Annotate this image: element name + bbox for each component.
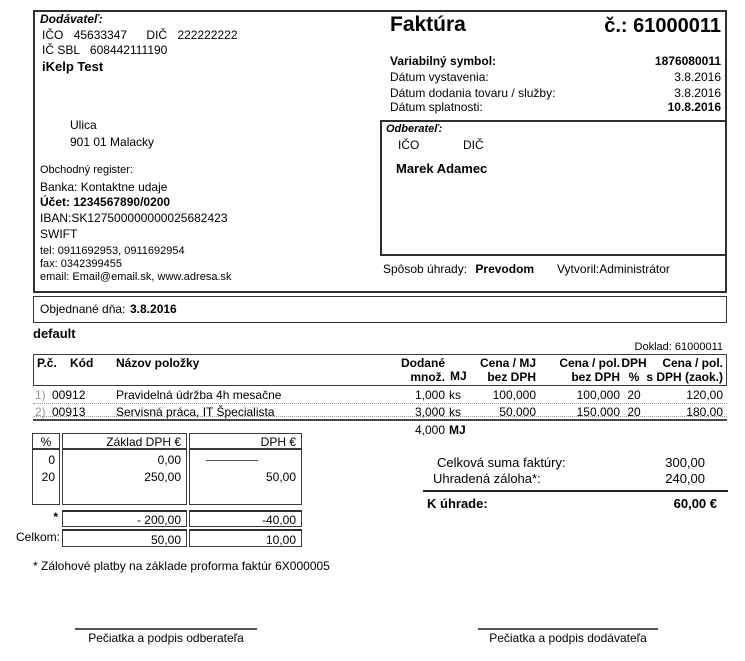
payment-created-line (557, 263, 670, 277)
vat-body-percent-cell (32, 449, 60, 505)
vat-total-vat-cell (189, 529, 302, 547)
vat-star-label: * (53, 510, 58, 524)
vat-base-20: 250,00 (144, 470, 181, 484)
supplier-icsbl-line (42, 44, 167, 58)
doc-ref: Doklad: 61000011 (634, 341, 723, 353)
item-number: 1) (35, 388, 46, 402)
item-name: Servisná práca, IT Špecialista (116, 405, 275, 419)
supplier-ico-value: 45633347 (73, 28, 128, 42)
summary-divider-line (423, 490, 728, 492)
customer-box (380, 120, 727, 256)
item-unit: ks (449, 388, 461, 402)
zero-vat-dash-line (206, 460, 258, 461)
vat-header-base-cell (62, 433, 187, 449)
item-code: 00913 (52, 405, 86, 419)
customer-label: Odberateľ: (386, 123, 443, 135)
items-header-bottom-line (33, 385, 727, 386)
supplier-iban: IBAN:SK127500000000025682423 (40, 211, 228, 225)
col-header-pc: P.č. (37, 356, 57, 370)
meta-value-due: 10.8.2016 (667, 100, 721, 114)
vat-body-vat-cell (189, 449, 302, 505)
item-total: 150,000 (576, 405, 620, 419)
item-qty: 3,000 (414, 405, 445, 419)
supplier-icsbl-label: IČ SBL (42, 43, 80, 57)
qty-total-value: 4,000 (414, 423, 445, 437)
summary-total-value: 300,00 (665, 455, 705, 470)
items-table-bottom-line (33, 419, 727, 421)
meta-value-vs: 1876080011 (654, 54, 721, 68)
invoice-title: Faktúra (390, 13, 466, 36)
payment-method-line (383, 263, 534, 277)
item-price: 50,000 (499, 405, 536, 419)
payment-created-value: Administrátor (599, 262, 670, 276)
items-header-right-line (726, 354, 727, 385)
col-header-nazov: Názov položky (116, 356, 200, 370)
vat-total-label: Celkom: (15, 530, 60, 544)
supplier-fax: fax: 0342399455 (40, 258, 122, 270)
meta-label-delivery: Dátum dodania tovaru / služby: (390, 86, 556, 100)
item-name: Pravidelná údržba 4h mesačne (116, 388, 282, 402)
invoice-number: č.: 61000011 (604, 15, 721, 37)
item-unit: ks (449, 405, 461, 419)
summary-paid-label: Uhradená záloha*: (433, 471, 541, 486)
item-vat: 20 (627, 405, 641, 419)
vat-base-0: 0,00 (157, 453, 181, 467)
supplier-signature-line (478, 628, 658, 630)
item-code: 00912 (52, 388, 86, 402)
supplier-signature-label: Pečiatka a podpis dodávateľa (489, 631, 647, 645)
supplier-account: Účet: 1234567890/0200 (40, 195, 171, 209)
meta-label-due: Dátum splatnosti: (390, 100, 483, 114)
payment-method-value: Prevodom (475, 262, 535, 276)
vat-total-vat: 10,00 (265, 533, 296, 547)
vat-header-base: Základ DPH € (106, 435, 181, 449)
vat-star-base-cell (62, 510, 187, 527)
payment-created-label: Vytvoril: (557, 262, 600, 276)
item-number: 2) (35, 405, 46, 419)
supplier-ico-label: IČO (42, 28, 64, 42)
customer-dic-label: DIČ (463, 138, 484, 152)
meta-value-delivery: 3.8.2016 (674, 86, 721, 100)
col-header-dph: DPH % (621, 356, 647, 384)
item-price: 100,000 (492, 388, 536, 402)
customer-ico-label: IČO (398, 138, 420, 152)
col-header-qty: Dodané množ. (400, 356, 445, 384)
supplier-bank: Banka: Kontaktne udaje (40, 180, 168, 194)
item-total-vat: 120,00 (686, 388, 723, 402)
order-date-value: 3.8.2016 (130, 302, 177, 316)
item-total: 100,000 (576, 388, 620, 402)
vat-body-base-cell (62, 449, 187, 505)
order-date-label: Objednané dňa: (40, 302, 126, 316)
item-total-vat: 180,00 (686, 405, 723, 419)
vat-star-base: - 200,00 (136, 513, 181, 527)
vat-header-percent: % (40, 435, 52, 449)
footnote: * Zálohové platby na základe proforma faktúr 6X000005 (33, 559, 330, 573)
supplier-register: Obchodný register: (40, 164, 133, 176)
section-name: default (33, 326, 76, 341)
meta-label-issued: Dátum vystavenia: (390, 70, 489, 84)
col-header-total: Cena / pol. bez DPH (559, 356, 620, 384)
col-header-kod: Kód (70, 356, 94, 370)
col-header-price: Cena / MJ bez DPH (479, 356, 536, 384)
vat-amount-20: 50,00 (265, 470, 296, 484)
vat-header-vat: DPH € (260, 435, 296, 449)
meta-label-vs: Variabilný symbol: (390, 54, 497, 68)
supplier-name: iKelp Test (42, 59, 104, 74)
vat-total-base: 50,00 (150, 533, 181, 547)
row-separator (33, 416, 727, 417)
vat-star-vat: -40,00 (261, 513, 296, 527)
supplier-dic-value: 222222222 (177, 28, 238, 42)
payment-method-label: Spôsob úhrady: (383, 262, 468, 276)
supplier-icsbl-value: 608442111190 (89, 43, 168, 57)
customer-signature-line (75, 628, 257, 630)
items-table-top-line (33, 354, 727, 355)
summary-total-label: Celková suma faktúry: (437, 455, 566, 470)
summary-due-value: 60,00 € (673, 496, 717, 511)
vat-header-percent-cell (32, 433, 60, 449)
supplier-email: email: Email@email.sk, www.adresa.sk (40, 271, 232, 283)
summary-due-label: K úhrade: (427, 496, 488, 511)
row-separator (33, 403, 727, 404)
items-header-left-line (33, 354, 34, 385)
supplier-ico-line (42, 29, 238, 43)
supplier-city: 901 01 Malacky (70, 135, 155, 149)
col-header-mj: MJ (450, 369, 467, 383)
supplier-dic-label: DIČ (146, 28, 168, 42)
item-qty: 1,000 (414, 388, 445, 402)
vat-rate-20: 20 (41, 470, 55, 484)
item-vat: 20 (627, 388, 641, 402)
meta-value-issued: 3.8.2016 (674, 70, 721, 84)
vat-star-vat-cell (189, 510, 302, 527)
vat-header-vat-cell (189, 433, 302, 449)
qty-total-unit: MJ (449, 423, 466, 437)
supplier-swift: SWIFT (40, 227, 78, 241)
vat-total-base-cell (62, 529, 187, 547)
customer-name: Marek Adamec (396, 161, 488, 176)
vat-rate-0: 0 (48, 453, 55, 467)
summary-paid-value: 240,00 (665, 471, 705, 486)
supplier-label: Dodávateľ: (40, 12, 103, 26)
col-header-sum: Cena / pol. s DPH (zaok.) (646, 356, 723, 384)
supplier-street: Ulica (70, 118, 97, 132)
customer-signature-label: Pečiatka a podpis odberateľa (88, 631, 244, 645)
supplier-tel: tel: 0911692953, 0911692954 (40, 245, 185, 257)
